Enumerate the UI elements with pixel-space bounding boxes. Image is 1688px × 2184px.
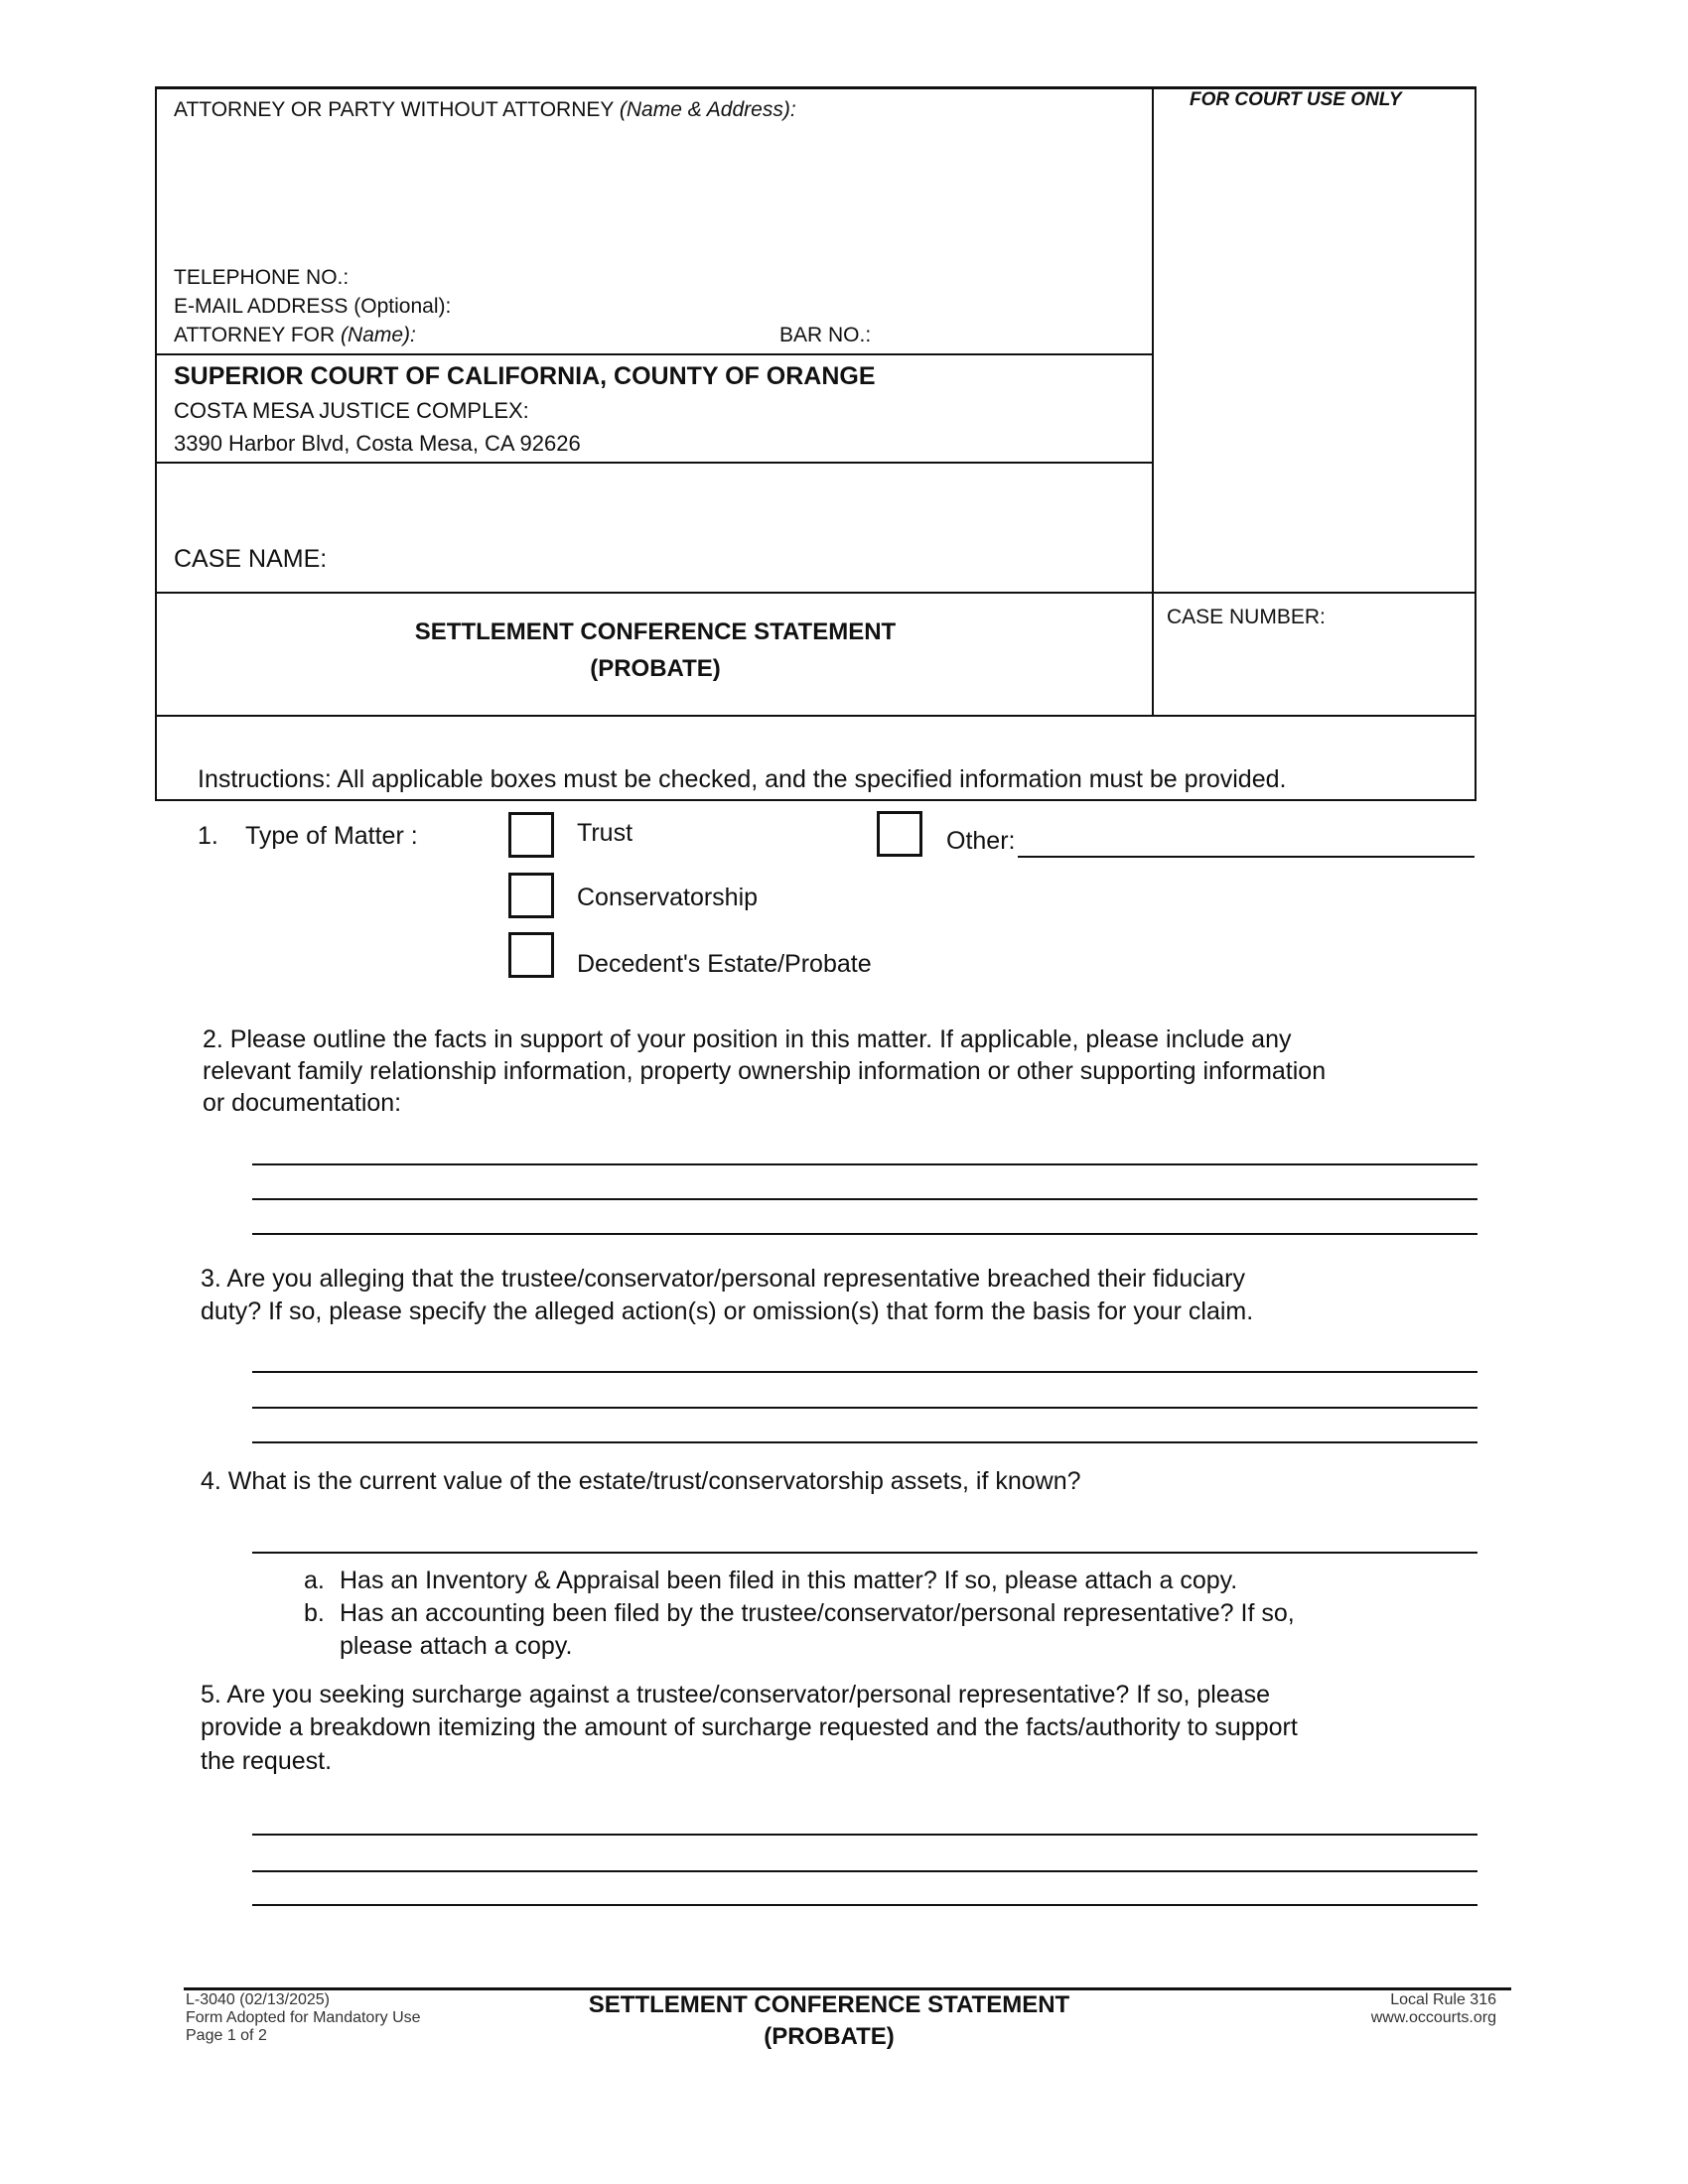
- item2-line2: relevant family relationship information, property ownership information or other supporting information: [203, 1057, 1327, 1085]
- trust-label: Trust: [577, 819, 633, 847]
- form-title-line1: SETTLEMENT CONFERENCE STATEMENT: [414, 618, 897, 645]
- box-bottom-border: [155, 799, 1477, 801]
- item2-answer-line[interactable]: [252, 1198, 1477, 1200]
- court-address: 3390 Harbor Blvd, Costa Mesa, CA 92626: [174, 431, 581, 456]
- item4-answer-line[interactable]: [252, 1552, 1477, 1554]
- attorney-for-label: [174, 325, 416, 345]
- item3-answer-line[interactable]: [252, 1371, 1477, 1373]
- instructions: Instructions: All applicable boxes must be checked, and the specified information must be provided.: [198, 765, 1287, 793]
- footer-page: Page 1 of 2: [186, 2027, 267, 2044]
- court-use-only: FOR COURT USE ONLY: [1190, 89, 1402, 110]
- item4b-text: Has an accounting been filed by the trustee/conservator/personal representative? If so,: [340, 1599, 1295, 1627]
- bar-no-label: BAR NO.:: [779, 324, 872, 346]
- footer-title-line2: (PROBATE): [764, 2023, 895, 2050]
- box-left-border: [155, 86, 157, 801]
- conservatorship-checkbox[interactable]: [508, 873, 554, 918]
- case-name-label: CASE NAME:: [174, 545, 328, 573]
- item4b-letter: b.: [304, 1599, 325, 1627]
- decedents-estate-label: Decedent's Estate/Probate: [577, 950, 872, 978]
- item1-label: Type of Matter :: [245, 822, 418, 850]
- item4a-text: Has an Inventory & Appraisal been filed in this matter? If so, please attach a copy.: [340, 1567, 1238, 1594]
- footer-website[interactable]: www.occourts.org: [1370, 2009, 1496, 2026]
- divider-line: [155, 353, 1152, 355]
- item2-line3: or documentation:: [203, 1089, 402, 1117]
- item1-number: 1.: [198, 822, 218, 850]
- divider-line: [155, 715, 1477, 717]
- item5-line3: the request.: [201, 1747, 333, 1775]
- item5-answer-line[interactable]: [252, 1870, 1477, 1872]
- item4b-text-cont: please attach a copy.: [340, 1632, 573, 1660]
- attorney-for-italic: (Name):: [341, 324, 416, 346]
- divider-line: [155, 462, 1152, 464]
- item5-answer-line[interactable]: [252, 1904, 1477, 1906]
- trust-checkbox[interactable]: [508, 812, 554, 858]
- case-number-label: CASE NUMBER:: [1167, 606, 1326, 628]
- other-label: Other:: [946, 827, 1016, 855]
- other-checkbox[interactable]: [877, 811, 922, 857]
- email-label: E-MAIL ADDRESS (Optional):: [174, 295, 452, 318]
- footer-local-rule: Local Rule 316: [1390, 1991, 1496, 2008]
- item3-answer-line[interactable]: [252, 1407, 1477, 1409]
- item5-line1: 5. Are you seeking surcharge against a trustee/conservator/personal representative? If so, please: [201, 1681, 1271, 1708]
- decedents-estate-checkbox[interactable]: [508, 932, 554, 978]
- item4a-letter: a.: [304, 1567, 325, 1594]
- item5-answer-line[interactable]: [252, 1834, 1477, 1836]
- footer-title-line1: SETTLEMENT CONFERENCE STATEMENT: [588, 1991, 1070, 2018]
- item2-answer-line[interactable]: [252, 1163, 1477, 1165]
- box-divider: [1152, 86, 1154, 715]
- item3-answer-line[interactable]: [252, 1441, 1477, 1443]
- attorney-label: [174, 99, 796, 120]
- telephone-label: TELEPHONE NO.:: [174, 266, 350, 289]
- attorney-label-text: ATTORNEY OR PARTY WITHOUT ATTORNEY: [174, 98, 615, 121]
- item3-line1: 3. Are you alleging that the trustee/conservator/personal representative breached their fiduciary: [201, 1265, 1246, 1293]
- item2-line1: 2. Please outline the facts in support of your position in this matter. If applicable, please include any: [203, 1025, 1292, 1053]
- attorney-label-italic: (Name & Address):: [619, 98, 796, 121]
- attorney-for-text: ATTORNEY FOR: [174, 324, 336, 346]
- box-right-border: [1475, 86, 1477, 801]
- court-location: COSTA MESA JUSTICE COMPLEX:: [174, 398, 529, 423]
- footer-adopted: Form Adopted for Mandatory Use: [186, 2009, 421, 2026]
- item2-answer-line[interactable]: [252, 1233, 1477, 1235]
- other-input-line[interactable]: [1018, 856, 1475, 858]
- conservatorship-label: Conservatorship: [577, 884, 759, 911]
- item5-line2: provide a breakdown itemizing the amount of surcharge requested and the facts/authority to support: [201, 1713, 1298, 1741]
- item4-question: 4. What is the current value of the estate/trust/conservatorship assets, if known?: [201, 1467, 1081, 1495]
- form-title-line2: (PROBATE): [590, 655, 721, 682]
- item3-line2: duty? If so, please specify the alleged action(s) or omission(s) that form the basis for your claim.: [201, 1297, 1254, 1325]
- court-name: SUPERIOR COURT OF CALIFORNIA, COUNTY OF ORANGE: [174, 362, 876, 390]
- footer-rule: [184, 1987, 1511, 1990]
- divider-line: [155, 592, 1477, 594]
- footer-form-number: L-3040 (02/13/2025): [186, 1991, 330, 2008]
